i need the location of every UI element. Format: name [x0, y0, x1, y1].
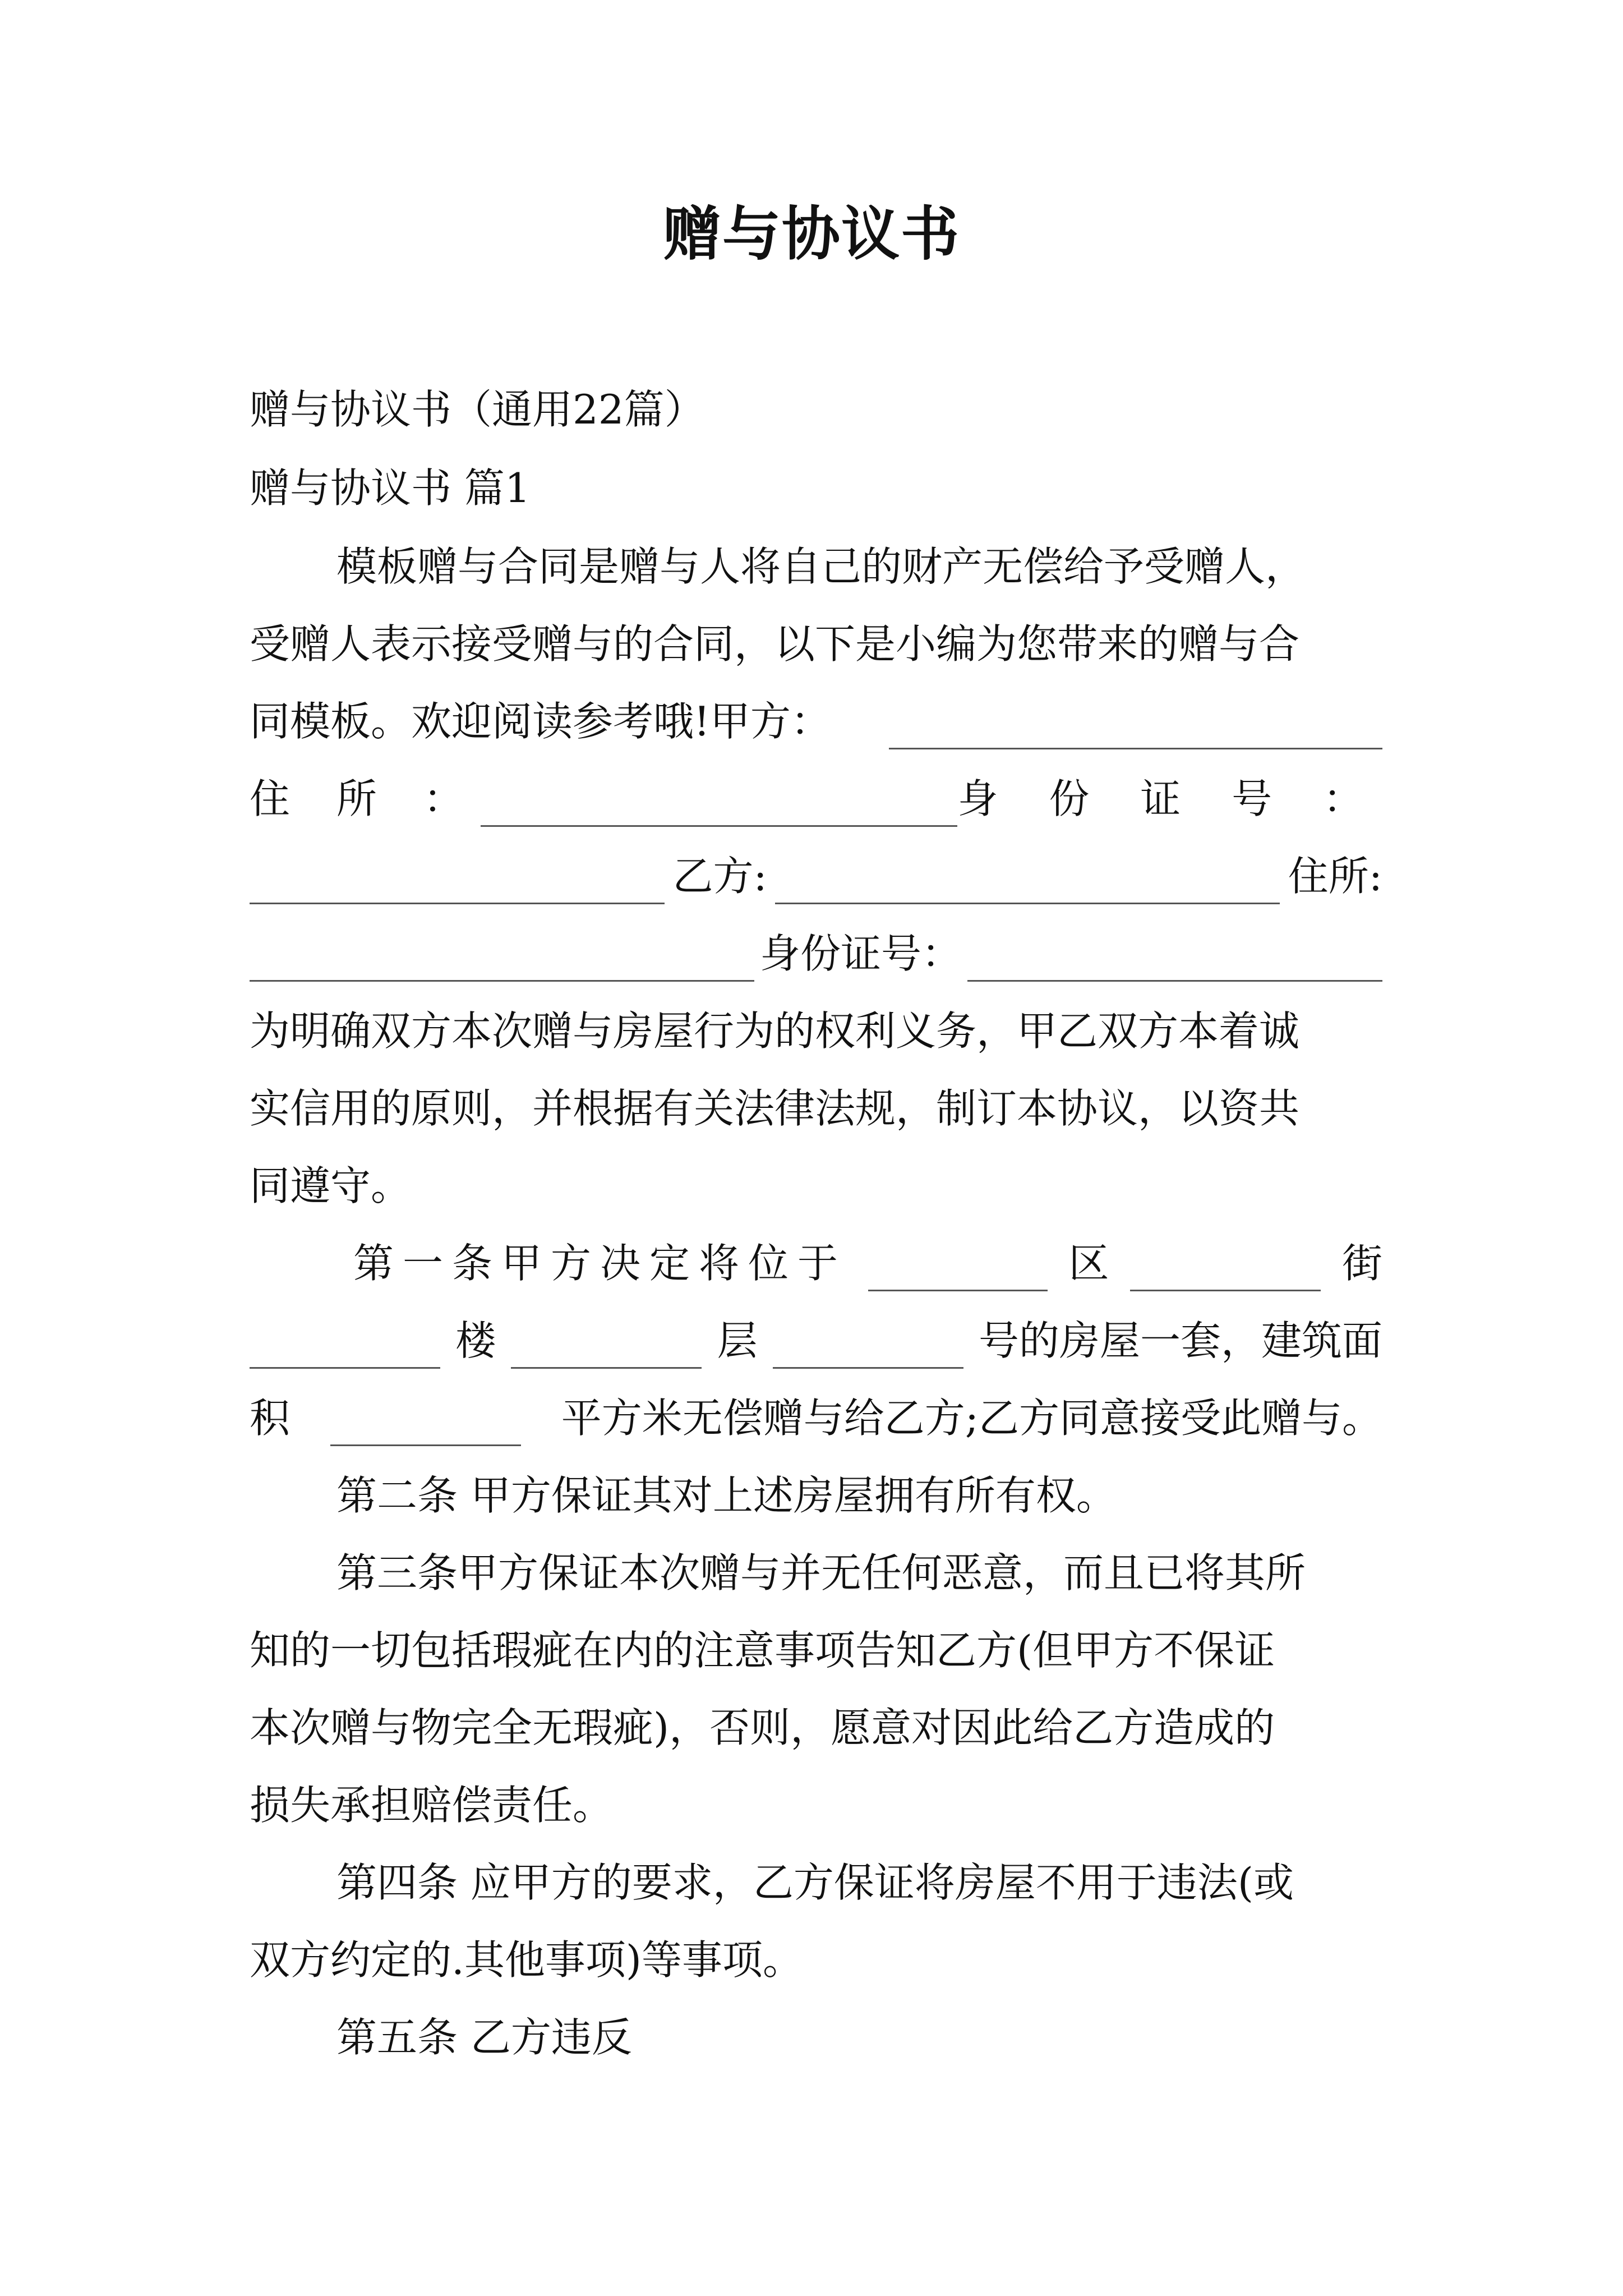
article1-blank-district [1130, 1246, 1321, 1291]
article1-part5: 层 [717, 1317, 758, 1364]
party-a-blank [889, 704, 1382, 749]
party-b-label: 乙方: [672, 853, 767, 900]
article3-line-4: 损失承担赔偿责任。 [250, 1782, 614, 1829]
article1-line-1 [353, 1235, 1382, 1291]
article1-blank-building [511, 1323, 702, 1369]
document-title: 赠与协议书 [662, 199, 960, 268]
id-line-2 [250, 926, 1382, 982]
article1-part6: 号的房屋一套，建筑面 [978, 1317, 1382, 1364]
intro-line-1: 模板赠与合同是赠与人将自己的财产无偿给予受赠人， [336, 543, 1306, 590]
address-blank-2 [250, 936, 754, 982]
party-b-line [250, 848, 1382, 904]
article1-blank-area [330, 1401, 521, 1446]
article4-line-2: 双方约定的.其他事项)等事项。 [250, 1936, 803, 1984]
article1-part8: 平方米无偿赠与给乙方;乙方同意接受此赠与。 [561, 1395, 1382, 1442]
article1-line-3 [250, 1390, 1382, 1446]
article3-line-1: 第三条甲方保证本次赠与并无任何恶意，而且已将其所 [336, 1549, 1306, 1596]
id-blank [250, 859, 665, 904]
article1-part2: 区 [1068, 1240, 1109, 1287]
party-a-label: 同模板。欢迎阅读参考哦!甲方： [250, 698, 831, 745]
id-blank-2 [967, 936, 1382, 982]
article1-part1: 第一条甲方决定将位于 [353, 1240, 847, 1287]
purpose-line-3: 同遵守。 [250, 1162, 412, 1209]
party-b-blank [775, 859, 1280, 904]
purpose-line-1: 为明确双方本次赠与房屋行为的权利义务，甲乙双方本着诚 [250, 1007, 1300, 1055]
address-blank [481, 781, 958, 827]
purpose-line-2: 实信用的原则，并根据有关法律法规，制订本协议，以资共 [250, 1085, 1300, 1132]
article2: 第二条 甲方保证其对上述房屋拥有所有权。 [336, 1472, 1117, 1519]
intro-line-2: 受赠人表示接受赠与的合同，以下是小编为您带来的赠与合 [250, 620, 1300, 668]
document-subtitle: 赠与协议书（通用22篇） [250, 386, 705, 433]
article3-line-2: 知的一切包括瑕疵在内的注意事项告知乙方(但甲方不保证 [250, 1627, 1275, 1674]
id-label: 身 份 证 号 ： [957, 775, 1382, 822]
article1-part3: 街 [1341, 1240, 1382, 1287]
section-heading: 赠与协议书 篇1 [250, 464, 531, 512]
address-label: 住 所 ： [250, 775, 481, 822]
article1-blank-street [250, 1323, 440, 1369]
article1-part7: 积 [250, 1395, 291, 1442]
article4-line-1: 第四条 应甲方的要求，乙方保证将房屋不用于违法(或 [336, 1859, 1294, 1906]
address-label-2: 住所: [1288, 853, 1382, 900]
article5: 第五条 乙方违反 [336, 2014, 632, 2061]
intro-line-3 [250, 693, 1382, 749]
address-id-line [250, 771, 1382, 827]
id-label-2: 身份证号： [759, 930, 962, 977]
article1-blank-floor [773, 1323, 963, 1369]
article1-line-2 [250, 1313, 1382, 1369]
article1-part4: 楼 [455, 1317, 496, 1364]
article1-blank-location [868, 1246, 1048, 1291]
article3-line-3: 本次赠与物完全无瑕疵)，否则，愿意对因此给乙方造成的 [250, 1704, 1275, 1751]
